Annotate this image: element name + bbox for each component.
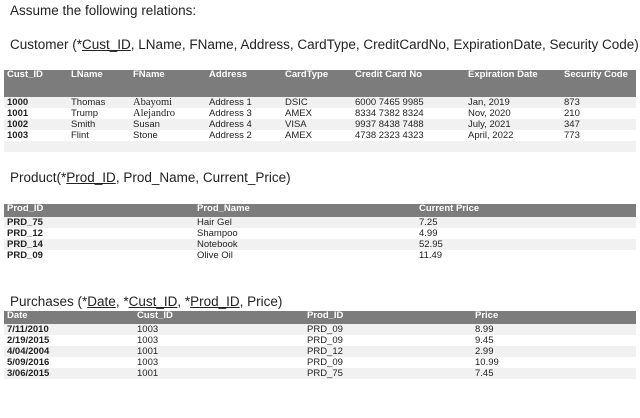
table-blank-cell bbox=[4, 379, 636, 390]
table-cell: 9937 8438 7488 bbox=[352, 119, 465, 130]
table-cell: PRD_09 bbox=[304, 335, 472, 346]
table-cell: Address 2 bbox=[206, 130, 282, 141]
purchases-table bbox=[4, 311, 636, 390]
purchases-heading-suffix: , Price) bbox=[239, 294, 283, 309]
table-cell: Abayomi bbox=[130, 97, 206, 108]
table-blank-row bbox=[4, 141, 636, 152]
customer-col-header: Address bbox=[206, 70, 282, 97]
table-row bbox=[4, 228, 636, 239]
table-cell: PRD_75 bbox=[304, 368, 472, 379]
table-cell: 9.45 bbox=[472, 335, 636, 346]
table-cell: 1003 bbox=[134, 357, 304, 368]
table-row bbox=[4, 357, 636, 368]
table-cell: 10.99 bbox=[472, 357, 636, 368]
customer-heading-prefix: Customer (* bbox=[10, 37, 83, 52]
table-blank-row bbox=[4, 379, 636, 390]
table-cell: 7.45 bbox=[472, 368, 636, 379]
table-cell: DSIC bbox=[282, 97, 352, 108]
customer-heading-key: Cust_ID bbox=[82, 37, 131, 52]
table-cell: Trump bbox=[68, 108, 130, 119]
customer-heading-suffix: , LName, FName, Address, CardType, CreditCardNo, ExpirationDate, Security Code) bbox=[130, 37, 639, 52]
table-cell: Alejandro bbox=[130, 108, 206, 119]
table-cell: AMEX bbox=[282, 130, 352, 141]
product-heading bbox=[10, 170, 291, 185]
purchases-heading-prefix: Purchases (* bbox=[10, 294, 88, 309]
product-heading-suffix: , Prod_Name, Current_Price) bbox=[115, 170, 291, 185]
table-cell: Jan, 2019 bbox=[465, 97, 561, 108]
table-cell: 4738 2323 4323 bbox=[352, 130, 465, 141]
table-cell: 1003 bbox=[134, 335, 304, 346]
customer-col-header: Cust_ID bbox=[4, 70, 68, 97]
table-cell: Hair Gel bbox=[194, 217, 416, 228]
table-cell: PRD_09 bbox=[304, 357, 472, 368]
table-cell: 11.49 bbox=[416, 250, 636, 261]
table-cell: Flint bbox=[68, 130, 130, 141]
product-col-header: Prod_Name bbox=[194, 204, 416, 217]
table-cell: 1001 bbox=[4, 108, 68, 119]
intro-text: Assume the following relations: bbox=[10, 3, 197, 18]
table-row bbox=[4, 324, 636, 335]
table-cell: 1003 bbox=[134, 324, 304, 335]
table-cell: 52.95 bbox=[416, 239, 636, 250]
product-heading-key: Prod_ID bbox=[66, 170, 116, 185]
table-cell: July, 2021 bbox=[465, 119, 561, 130]
table-cell: Stone bbox=[130, 130, 206, 141]
product-table bbox=[4, 204, 636, 261]
product-col-header: Prod_ID bbox=[4, 204, 194, 217]
table-row bbox=[4, 368, 636, 379]
table-blank-cell bbox=[4, 141, 636, 152]
purchases-heading-sep: , * bbox=[177, 294, 191, 309]
table-cell: Address 3 bbox=[206, 108, 282, 119]
product-heading-prefix: Product(* bbox=[10, 170, 67, 185]
purchases-col-header: Cust_ID bbox=[134, 311, 304, 324]
table-row bbox=[4, 97, 636, 108]
table-cell: Shampoo bbox=[194, 228, 416, 239]
table-cell: 4.99 bbox=[416, 228, 636, 239]
purchases-col-header: Date bbox=[4, 311, 134, 324]
table-cell: 8.99 bbox=[472, 324, 636, 335]
table-cell: 4/04/2004 bbox=[4, 346, 134, 357]
table-cell: 7/11/2010 bbox=[4, 324, 134, 335]
table-cell: VISA bbox=[282, 119, 352, 130]
table-row bbox=[4, 119, 636, 130]
table-cell: PRD_75 bbox=[4, 217, 194, 228]
table-cell: 773 bbox=[561, 130, 636, 141]
table-cell: 3/06/2015 bbox=[4, 368, 134, 379]
table-row bbox=[4, 346, 636, 357]
purchases-header-row bbox=[4, 311, 636, 324]
purchases-heading-key-prod: Prod_ID bbox=[190, 294, 240, 309]
table-cell: 2.99 bbox=[472, 346, 636, 357]
table-cell: Susan bbox=[130, 119, 206, 130]
table-cell: April, 2022 bbox=[465, 130, 561, 141]
table-row bbox=[4, 250, 636, 261]
table-row bbox=[4, 108, 636, 119]
purchases-col-header: Prod_ID bbox=[304, 311, 472, 324]
customer-col-header: LName bbox=[68, 70, 130, 97]
table-cell: Notebook bbox=[194, 239, 416, 250]
table-cell: 1000 bbox=[4, 97, 68, 108]
table-cell: 6000 7465 9985 bbox=[352, 97, 465, 108]
table-cell: 210 bbox=[561, 108, 636, 119]
customer-col-header: CardType bbox=[282, 70, 352, 97]
table-cell: Nov, 2020 bbox=[465, 108, 561, 119]
table-row bbox=[4, 335, 636, 346]
table-cell: 7.25 bbox=[416, 217, 636, 228]
customer-table bbox=[4, 70, 636, 152]
table-cell: PRD_12 bbox=[304, 346, 472, 357]
customer-col-header: Credit Card No bbox=[352, 70, 465, 97]
table-cell: Olive Oil bbox=[194, 250, 416, 261]
purchases-heading-key-date: Date bbox=[87, 294, 116, 309]
table-cell: PRD_09 bbox=[304, 324, 472, 335]
purchases-heading-sep: , * bbox=[115, 294, 129, 309]
customer-col-header: FName bbox=[130, 70, 206, 97]
table-cell: Address 1 bbox=[206, 97, 282, 108]
customer-header-row bbox=[4, 70, 636, 97]
table-cell: 1003 bbox=[4, 130, 68, 141]
table-cell: Smith bbox=[68, 119, 130, 130]
purchases-heading bbox=[10, 294, 282, 309]
table-cell: PRD_12 bbox=[4, 228, 194, 239]
purchases-heading-key-cust: Cust_ID bbox=[128, 294, 178, 309]
table-cell: PRD_09 bbox=[4, 250, 194, 261]
table-cell: Address 4 bbox=[206, 119, 282, 130]
table-cell: 873 bbox=[561, 97, 636, 108]
table-cell: Thomas bbox=[68, 97, 130, 108]
product-col-header: Current Price bbox=[416, 204, 636, 217]
customer-col-header: Expiration Date bbox=[465, 70, 561, 97]
customer-col-header: Security Code bbox=[561, 70, 636, 97]
table-row bbox=[4, 130, 636, 141]
table-cell: 5/09/2016 bbox=[4, 357, 134, 368]
table-row bbox=[4, 217, 636, 228]
table-cell: 1001 bbox=[134, 346, 304, 357]
table-cell: PRD_14 bbox=[4, 239, 194, 250]
table-cell: 8334 7382 8324 bbox=[352, 108, 465, 119]
table-cell: 1002 bbox=[4, 119, 68, 130]
customer-heading bbox=[10, 37, 639, 52]
table-cell: 1001 bbox=[134, 368, 304, 379]
table-cell: AMEX bbox=[282, 108, 352, 119]
table-cell: 347 bbox=[561, 119, 636, 130]
table-cell: 2/19/2015 bbox=[4, 335, 134, 346]
purchases-col-header: Price bbox=[472, 311, 636, 324]
product-header-row bbox=[4, 204, 636, 217]
table-row bbox=[4, 239, 636, 250]
